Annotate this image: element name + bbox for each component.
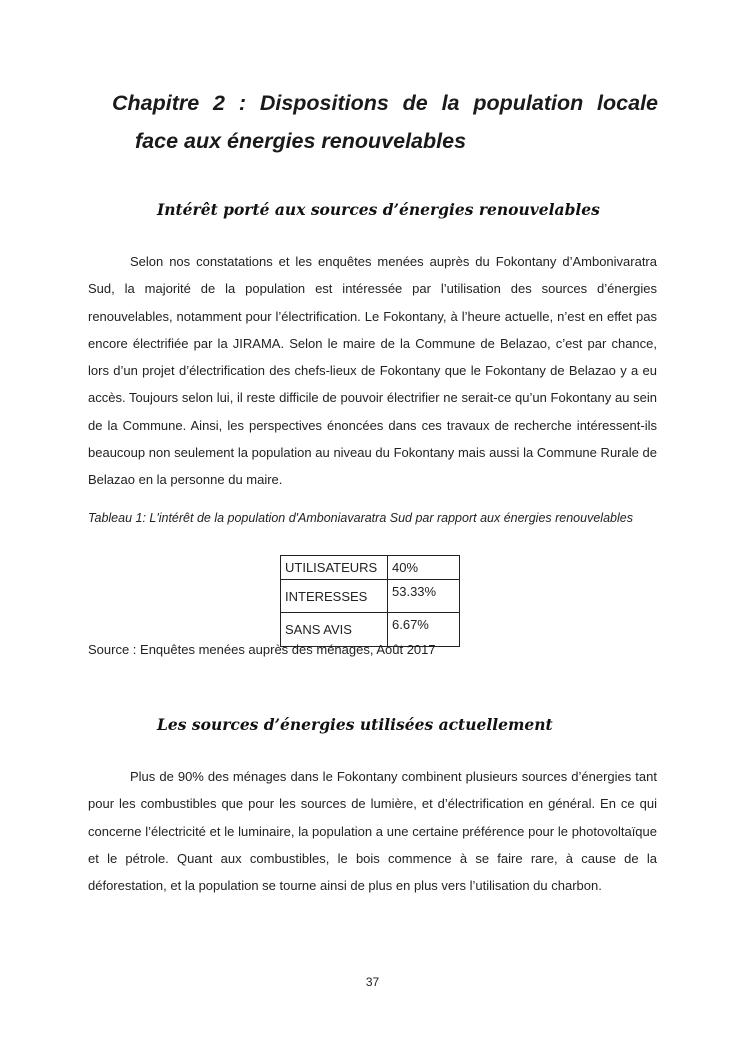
section-title-current-sources: Les sources d’énergies utilisées actuellement — [157, 715, 553, 734]
table-cell-value: 53.33% — [388, 580, 460, 613]
table-caption: Tableau 1: L'intérêt de la population d'Amboniavaratra Sud par rapport aux énergies renouvelables — [88, 511, 633, 525]
paragraph-interest: Selon nos constatations et les enquêtes menées auprès du Fokontany d’Ambonivaratra Sud, la majorité de la population est intéressée par l’utilisation des sources d’énergies renouvelables, notamment pour l’électrification. Le Fokontany, à l’heure actuelle, n’est en effet pas encore électrifiée par la JIRAMA. Selon le maire de la Commune de Belazao, c’est par chance, lors d’un projet d’électrification des chefs-lieux de Fokontany que le Fokontany de Belazao y a eu accès. Toujours selon lui, il reste difficile de pouvoir électrifier ne serait-ce qu’un Fokontany au sein de la Commune. Ainsi, les perspectives énoncées dans ces travaux de recherche intéressent-ils beaucoup non seulement la population au niveau du Fokontany mais aussi la Commune Rurale de Belazao en la personne du maire. — [88, 254, 657, 488]
chapter-title-line1: Chapitre 2 : Dispositions de la population locale — [112, 91, 658, 115]
interest-table-wrapper — [280, 555, 460, 647]
table-cell-label: UTILISATEURS — [281, 556, 388, 580]
interest-table — [280, 555, 460, 647]
table-row — [281, 556, 460, 580]
page-number: 37 — [365, 975, 380, 989]
section-title-interest: Intérêt porté aux sources d’énergies renouvelables — [157, 200, 600, 219]
table-cell-value: 40% — [388, 556, 460, 580]
table-row — [281, 580, 460, 613]
chapter-title-line2: face aux énergies renouvelables — [135, 129, 467, 153]
chapter-title — [88, 84, 658, 160]
table-cell-value: 6.67% — [388, 613, 460, 647]
table-cell-label: SANS AVIS — [281, 613, 388, 647]
table-cell-label: INTERESSES — [281, 580, 388, 613]
paragraph-current-sources: Plus de 90% des ménages dans le Fokontany combinent plusieurs sources d’énergies tant pour les combustibles que pour les sources de lumière, et d’électrification en général. En ce qui concerne l’électricité et le luminaire, la population a une certaine préférence pour le photovoltaïque et le pétrole. Quant aux combustibles, le bois commence à se faire rare, à cause de la déforestation, et la population se tourne ainsi de plus en plus vers l’utilisation du charbon. — [88, 769, 657, 894]
table-source: Source : Enquêtes menées auprès des ménages, Août 2017 — [88, 642, 436, 657]
